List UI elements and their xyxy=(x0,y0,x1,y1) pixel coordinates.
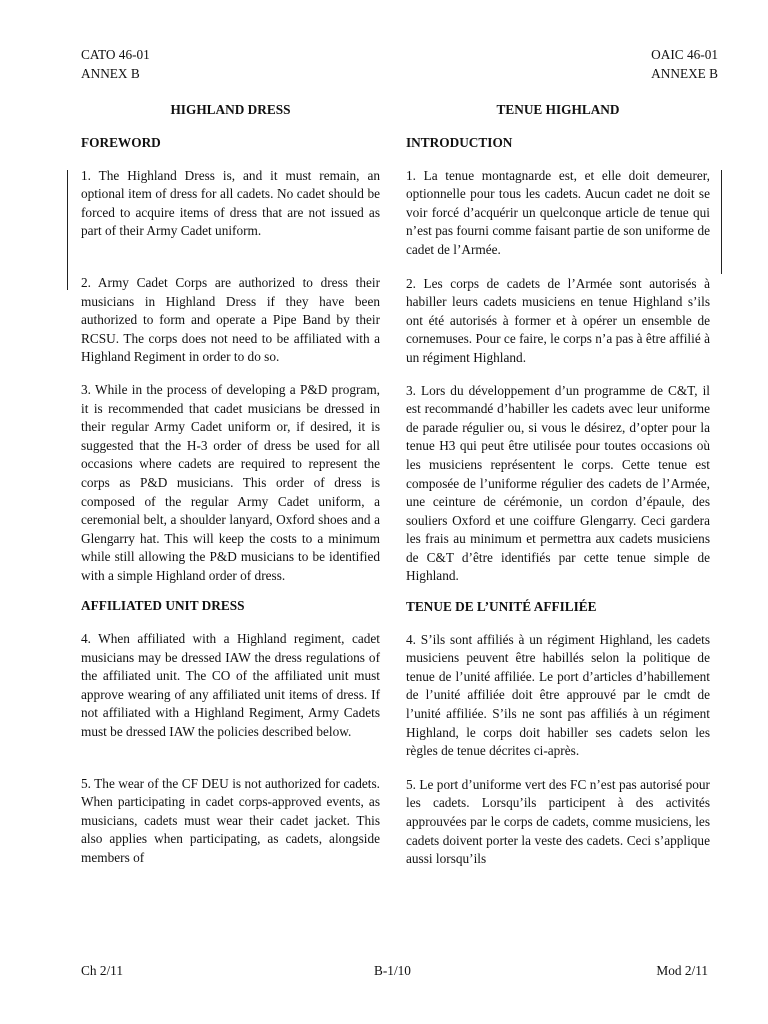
english-title: HIGHLAND DRESS xyxy=(170,102,291,117)
header-right-line-2: ANNEXE B xyxy=(651,65,718,81)
english-paragraph-1: 1. The Highland Dress is, and it must remain, an optional item of dress for all cadets. No cadet should be forced to acquire items of dress that are not issued as part of their Army Cadet uniform. xyxy=(81,167,380,239)
french-paragraph-3: 3. Lors du développement d’un programme de C&T, il est recommandé d’habiller les cadets avec leur uniforme de parade régulier ou, si vous le désirez, d’opter pour la tenue H3 qui peut être utilisée pour toutes occasions où les musiciens représentent le corps. Cette tenue est composée de l’uniforme régulier des cadets de l’Armée, une ceinture de cérémonie, un cordon d’épaule, des souliers Oxford et une coiffure Glengarry. Ceci gardera les frais au minimum et permettra aux cadets musiciens de C&T d’être identifiés par cette tenue simple de Highland. xyxy=(406,382,710,584)
header-right-line-1: OAIC 46-01 xyxy=(651,47,718,62)
footer-page-number: B-1/10 xyxy=(374,963,411,978)
header-right xyxy=(651,46,718,83)
header-left-line-1: CATO 46-01 xyxy=(81,47,150,62)
french-heading-introduction: INTRODUCTION xyxy=(406,135,513,150)
english-paragraph-2: 2. Army Cadet Corps are authorized to dress their musicians in Highland Dress if they have been authorized to form and operate a Pipe Band by their RCSU. The corps does not need to be affiliated with a Highland Regiment in order to do so. xyxy=(81,274,380,365)
french-title: TENUE HIGHLAND xyxy=(496,102,620,117)
header-left-line-2: ANNEX B xyxy=(81,65,140,81)
header-left xyxy=(81,46,150,83)
change-bar-right xyxy=(721,170,722,274)
french-paragraph-2: 2. Les corps de cadets de l’Armée sont autorisés à habiller leurs cadets musiciens en tenue Highland s’ils ont été autorisés à former et à opérer un ensemble de cornemuses. Pour ce faire, le corps n’a pas à être affilié à un régiment Highland. xyxy=(406,275,710,365)
french-paragraph-1: 1. La tenue montagnarde est, et elle doit demeurer, optionnelle pour tous les cadets. Aucun cadet ne doit se voir forcé d’acquérir un quelconque article de tenue qui n’est pas fourni comme faisant partie de son uniforme de cadet de l’Armée. xyxy=(406,167,710,257)
english-heading-affiliated-unit-dress: AFFILIATED UNIT DRESS xyxy=(81,598,245,614)
footer-modification-number: Mod 2/11 xyxy=(656,963,708,978)
french-paragraph-4: 4. S’ils sont affiliés à un régiment Highland, les cadets musiciens peuvent être habillés selon la politique de tenue de l’unité affiliée. Le port d’articles d’habillement de l’unité affiliée doit être approuvé par le cmdt de l’unité affiliée. S’ils ne sont pas affiliés à un régiment Highland, le corps doit habiller ses cadets selon les règles de tenue décrites ci-après. xyxy=(406,631,710,759)
french-heading-affiliated-unit-dress: TENUE DE L’UNITÉ AFFILIÉE xyxy=(406,599,597,615)
french-column xyxy=(406,101,710,869)
english-column xyxy=(81,101,380,868)
english-paragraph-4: 4. When affiliated with a Highland regiment, cadet musicians may be dressed IAW the dress regulations of the affiliated unit. The CO of the affiliated unit must approve wearing of any affiliated unit items of dress. If not affiliated with a Highland Regiment, Army Cadets must be dressed IAW the policies described below. xyxy=(81,631,380,740)
english-heading-foreword: FOREWORD xyxy=(81,135,161,150)
change-bar-left xyxy=(67,170,68,290)
english-paragraph-5: 5. The wear of the CF DEU is not authorized for cadets. When participating in cadet corps-approved events, as musicians, cadets must wear their cadet jacket. This also applies when participating, as cadets, alongside members of xyxy=(81,775,380,865)
french-paragraph-5: 5. Le port d’uniforme vert des FC n’est pas autorisé pour les cadets. Lorsqu’ils participent à des activités approuvées par le corps de cadets, comme musiciens, les cadets doivent porter la veste des cadets. Ceci s’applique aussi lorsqu’ils xyxy=(406,776,710,867)
footer-change-number: Ch 2/11 xyxy=(81,963,123,978)
english-paragraph-3: 3. While in the process of developing a P&D program, it is recommended that cadet musicians be dressed in their regular Army Cadet uniform or, if desired, it is suggested that the H-3 order of dress be used for all occasions where cadets are required to represent the corps as P&D musicians. This order of dress is composed of the regular Army Cadet uniform, a ceremonial belt, a shoulder lanyard, Oxford shoes and a Glengarry hat. This will keep the costs to a minimum while still allowing the P&D musicians to be identified with a simple Highland order of dress. xyxy=(81,381,380,583)
